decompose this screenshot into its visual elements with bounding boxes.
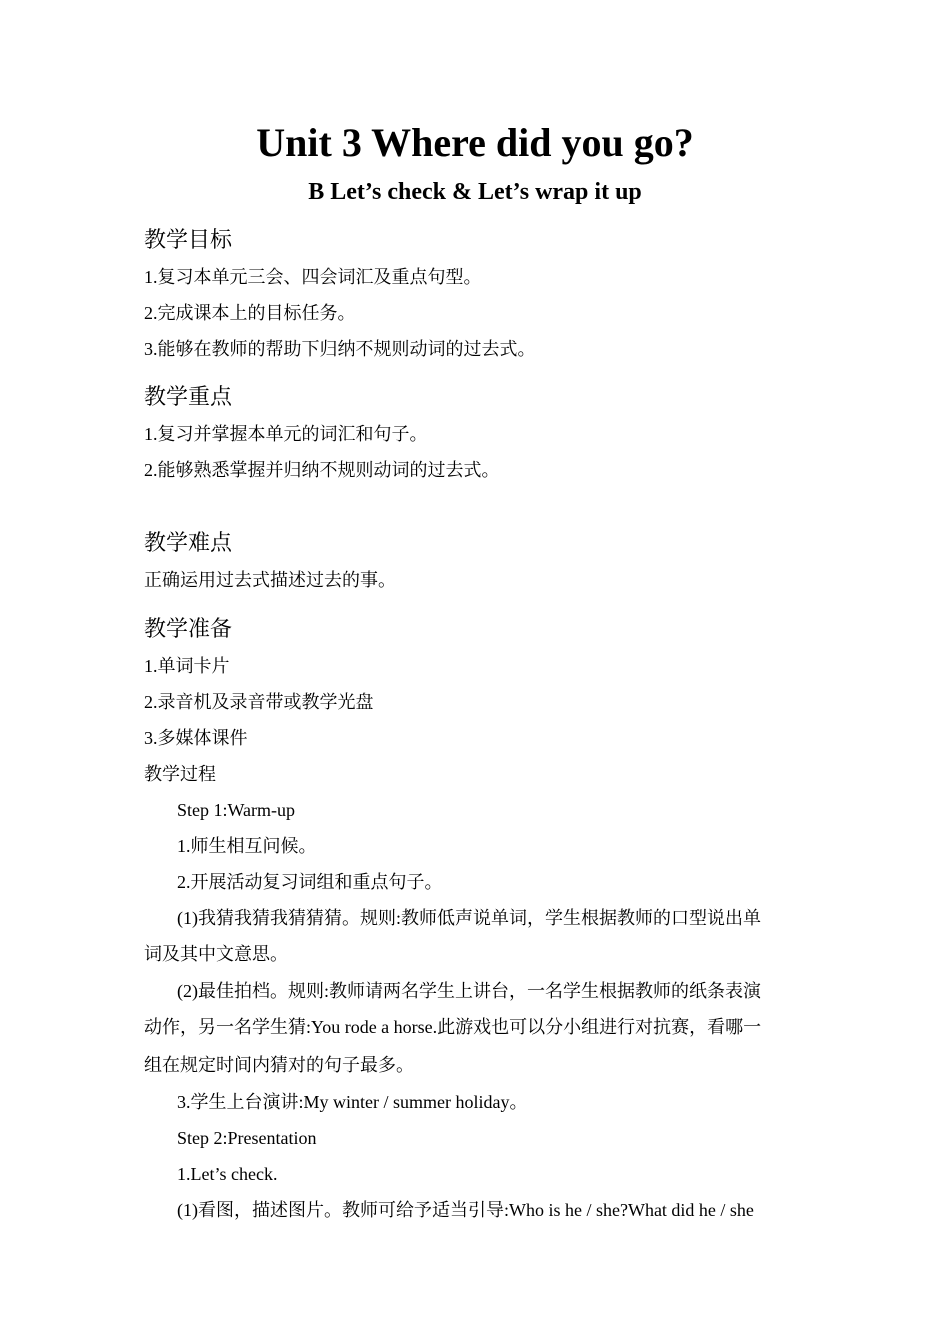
section-heading-preparation: 教学准备 [144,616,233,641]
game-2-text: 动作，另一名学生猜:You rode a horse.此游戏也可以分小组进行对抗赛，看哪一 [144,1017,762,1037]
game-2-text: 组在规定时间内猜对的句子最多。 [144,1055,414,1075]
game-1-text: (1)我猜我猜我猜猜猜。规则:教师低声说单词，学生根据教师的口型说出单 [177,908,761,928]
key-point-item: 1.复习并掌握本单元的词汇和句子。 [144,424,428,444]
objective-item: 3.能够在教师的帮助下归纳不规则动词的过去式。 [144,339,536,359]
step-1-item: 2.开展活动复习词组和重点句子。 [177,872,443,892]
document-subtitle: B Let’s check & Let’s wrap it up [308,179,642,205]
step-1-title: Step 1:Warm-up [177,800,296,820]
preparation-item: 2.录音机及录音带或教学光盘 [144,692,374,712]
section-heading-key-points: 教学重点 [144,384,233,409]
game-1-text: 词及其中文意思。 [144,944,288,964]
step-1-item: 1.师生相互问候。 [177,836,317,856]
preparation-item: 3.多媒体课件 [144,728,248,748]
step-2-title: Step 2:Presentation [177,1128,317,1148]
key-point-item: 2.能够熟悉掌握并归纳不规则动词的过去式。 [144,460,500,480]
objective-item: 2.完成课本上的目标任务。 [144,303,356,323]
section-heading-process: 教学过程 [144,764,216,784]
objective-item: 1.复习本单元三会、四会词汇及重点句型。 [144,267,482,287]
game-2-text: (2)最佳拍档。规则:教师请两名学生上讲台，一名学生根据教师的纸条表演 [177,981,761,1001]
section-heading-difficulties: 教学难点 [144,530,233,555]
step-1-item: 3.学生上台演讲:My winter / summer holiday。 [177,1092,528,1112]
preparation-item: 1.单词卡片 [144,656,230,676]
difficulty-text: 正确运用过去式描述过去的事。 [144,570,396,590]
section-heading-objectives: 教学目标 [144,227,233,252]
step-2-item: 1.Let’s check. [177,1164,278,1184]
step-2-subitem: (1)看图，描述图片。教师可给予适当引导:Who is he / she?What did he / she [177,1200,754,1220]
document-title: Unit 3 Where did you go? [256,120,694,165]
